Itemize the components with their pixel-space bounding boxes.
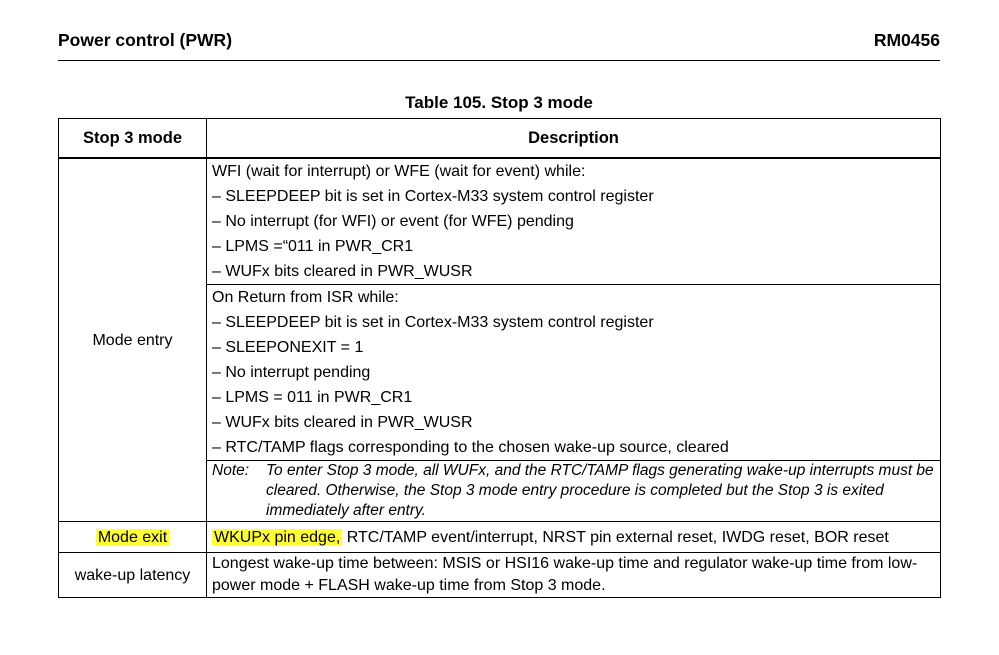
desc-line: – No interrupt pending	[212, 364, 371, 381]
mode-exit-label: Mode exit	[97, 528, 168, 546]
desc-line: – No interrupt (for WFI) or event (for WFE) pending	[212, 213, 574, 230]
desc-line: – WUFx bits cleared in PWR_WUSR	[212, 414, 473, 431]
desc-line: – LPMS =“011 in PWR_CR1	[212, 238, 414, 255]
mode-exit-label-cell	[59, 522, 207, 553]
column-header-description: Description	[207, 119, 941, 159]
desc-line: – LPMS = 011 in PWR_CR1	[212, 389, 413, 406]
desc-line: – SLEEPDEEP bit is set in Cortex-M33 system control register	[212, 188, 654, 205]
mode-entry-wfi-block	[207, 158, 941, 285]
desc-line: On Return from ISR while:	[212, 289, 399, 306]
table-caption: Table 105. Stop 3 mode	[405, 93, 593, 112]
section-title: Power control (PWR)	[58, 30, 233, 50]
desc-line: – SLEEPONEXIT = 1	[212, 339, 364, 356]
desc-line: – RTC/TAMP flags corresponding to the chosen wake-up source, cleared	[212, 439, 729, 456]
mode-entry-isr-block	[207, 285, 941, 461]
document-id: RM0456	[873, 30, 940, 50]
table-header-row	[59, 119, 941, 159]
desc-line: – WUFx bits cleared in PWR_WUSR	[212, 263, 473, 280]
page-header	[58, 28, 940, 61]
mode-entry-label: Mode entry	[59, 158, 207, 522]
desc-line: WFI (wait for interrupt) or WFE (wait for event) while:	[212, 163, 586, 180]
desc-line: – SLEEPDEEP bit is set in Cortex-M33 system control register	[212, 314, 654, 331]
column-header-mode: Stop 3 mode	[59, 119, 207, 159]
note-label: Note:	[212, 462, 250, 479]
table-row-mode-entry-1	[59, 158, 941, 285]
stop3-mode-table	[58, 118, 941, 598]
wakeup-latency-description: Longest wake-up time between: MSIS or HSI16 wake-up time and regulator wake-up time from low-power mode + FLASH wake-up time from Stop 3 mode.	[207, 553, 941, 598]
table-row-wakeup-latency	[59, 553, 941, 598]
wakeup-latency-label: wake-up latency	[59, 553, 207, 598]
mode-exit-description	[207, 522, 941, 553]
mode-exit-highlight: WKUPx pin edge,	[214, 528, 341, 546]
mode-entry-note	[207, 461, 941, 522]
mode-exit-rest: RTC/TAMP event/interrupt, NRST pin external reset, IWDG reset, BOR reset	[342, 528, 889, 546]
note-text: To enter Stop 3 mode, all WUFx, and the RTC/TAMP flags generating wake-up interrupts must be cleared. Otherwise, the Stop 3 mode entry procedure is completed but the Stop 3 is exited immediately after entry.	[266, 462, 934, 519]
table-row-mode-exit	[59, 522, 941, 553]
